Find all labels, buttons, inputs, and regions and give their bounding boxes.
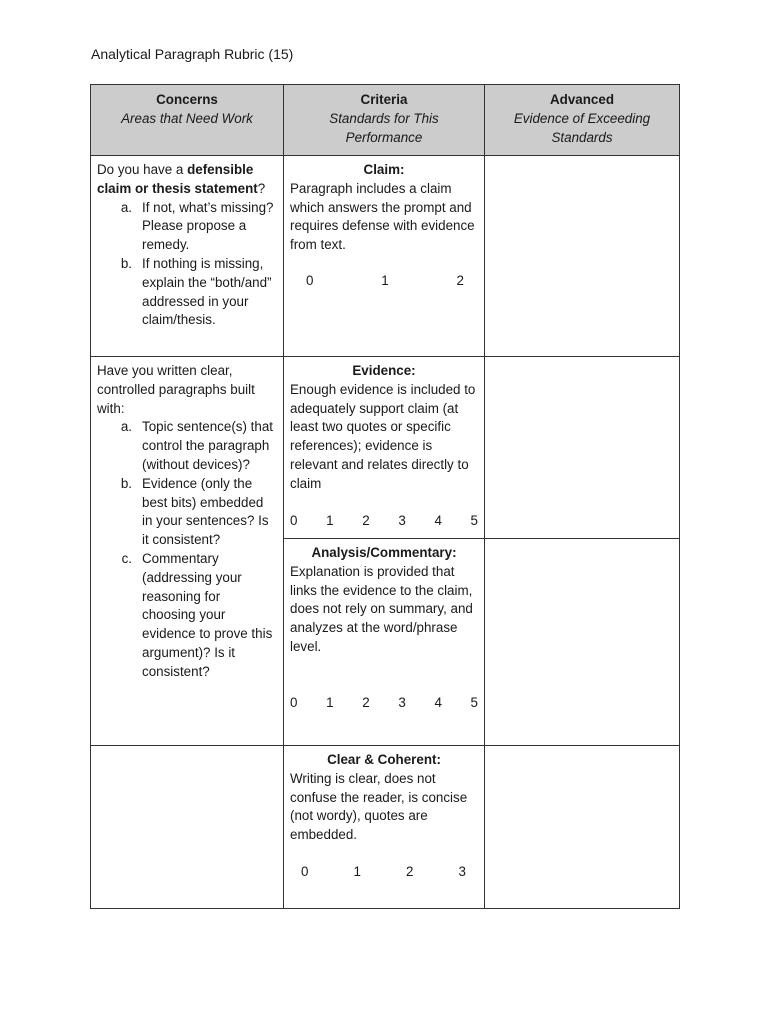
advanced-clear-cell bbox=[485, 746, 680, 909]
header-title: Criteria bbox=[360, 92, 408, 107]
concern-paragraphs-intro: Have you written clear, controlled paragraphs built with: bbox=[97, 363, 255, 416]
list-text: If not, what’s missing? Please propose a remedy. bbox=[142, 199, 274, 253]
score-option: 0 bbox=[290, 694, 298, 710]
score-scale bbox=[290, 863, 478, 882]
header-title: Concerns bbox=[156, 92, 218, 107]
criteria-description: Paragraph includes a claim which answers the prompt and requires defense with evidence from text. bbox=[290, 180, 475, 253]
list-marker: a. bbox=[120, 199, 132, 215]
list-text: Evidence (only the best bits) embedded in your sentences? Is it consistent? bbox=[142, 475, 269, 548]
question-suffix: ? bbox=[257, 180, 266, 196]
criteria-claim-cell bbox=[284, 156, 485, 357]
header-row bbox=[91, 85, 680, 156]
header-subtitle: Standards for This Performance bbox=[329, 110, 439, 145]
header-criteria bbox=[284, 85, 485, 156]
criteria-title: Analysis/Commentary: bbox=[311, 545, 457, 560]
score-option: 5 bbox=[470, 512, 478, 528]
criteria-description: Writing is clear, does not confuse the reader, is concise (not wordy), quotes are embedded. bbox=[290, 770, 468, 843]
concern-claim-list bbox=[97, 199, 277, 331]
header-subtitle: Areas that Need Work bbox=[121, 110, 253, 126]
concern-claim-cell bbox=[91, 156, 284, 357]
list-marker: b. bbox=[120, 255, 132, 271]
score-option: 2 bbox=[362, 512, 370, 528]
concern-clear-cell bbox=[91, 746, 284, 909]
criteria-title: Claim: bbox=[363, 162, 405, 177]
concern-paragraphs-cell bbox=[91, 357, 284, 746]
list-item bbox=[97, 199, 277, 255]
header-advanced bbox=[485, 85, 680, 156]
score-option: 2 bbox=[456, 272, 464, 288]
question-bold: defensible claim or thesis statement bbox=[97, 162, 258, 196]
score-option: 3 bbox=[458, 863, 466, 879]
score-option: 1 bbox=[326, 512, 334, 528]
score-option: 1 bbox=[381, 272, 389, 288]
advanced-analysis-cell bbox=[485, 539, 680, 746]
document-title: Analytical Paragraph Rubric (15) bbox=[91, 46, 294, 62]
score-option: 2 bbox=[362, 694, 370, 710]
score-option: 4 bbox=[434, 512, 442, 528]
criteria-analysis-cell bbox=[284, 539, 485, 746]
criteria-clear-cell bbox=[284, 746, 485, 909]
score-option: 2 bbox=[406, 863, 414, 879]
score-option: 0 bbox=[301, 863, 309, 879]
score-option: 0 bbox=[290, 512, 298, 528]
criteria-description: Explanation is provided that links the evidence to the claim, does not rely on summary, and analyzes at the word/phrase level. bbox=[290, 563, 473, 654]
list-item bbox=[97, 418, 277, 474]
header-concerns bbox=[91, 85, 284, 156]
advanced-claim-cell bbox=[485, 156, 680, 357]
header-subtitle: Evidence of Exceeding Standards bbox=[513, 110, 651, 145]
row-evidence bbox=[91, 357, 680, 539]
score-option: 3 bbox=[398, 512, 406, 528]
criteria-title: Clear & Coherent: bbox=[327, 752, 441, 767]
list-marker: a. bbox=[120, 419, 132, 435]
row-clear bbox=[91, 746, 680, 909]
advanced-evidence-cell bbox=[485, 357, 680, 539]
score-option: 4 bbox=[434, 694, 442, 710]
list-marker: c. bbox=[121, 550, 132, 566]
row-claim bbox=[91, 156, 680, 357]
list-item bbox=[97, 550, 277, 682]
concern-claim-question bbox=[97, 161, 277, 199]
list-text: Topic sentence(s) that control the paragraph (without devices)? bbox=[142, 419, 273, 472]
list-marker: b. bbox=[120, 475, 132, 491]
question-text: Do you have a bbox=[97, 162, 188, 177]
score-scale bbox=[290, 512, 478, 531]
score-option: 5 bbox=[470, 694, 478, 710]
list-text: Commentary (addressing your reasoning for choosing your evidence to prove this argument)? Is it consistent? bbox=[142, 550, 273, 679]
header-title: Advanced bbox=[550, 92, 614, 107]
criteria-description: Enough evidence is included to adequately support claim (at least two quotes or specific references); evidence is relevant and relates directly to claim bbox=[290, 381, 476, 491]
list-text: If nothing is missing, explain the “both/and” addressed in your claim/thesis. bbox=[142, 255, 272, 328]
score-option: 1 bbox=[353, 863, 361, 879]
score-option: 1 bbox=[326, 694, 334, 710]
score-scale bbox=[290, 694, 478, 713]
criteria-evidence-cell bbox=[284, 357, 485, 539]
list-item bbox=[97, 255, 277, 330]
score-option: 0 bbox=[306, 272, 314, 288]
concern-paragraphs-list bbox=[97, 418, 277, 681]
rubric-table bbox=[90, 84, 680, 909]
list-item bbox=[97, 475, 277, 550]
score-scale bbox=[290, 272, 478, 291]
criteria-title: Evidence: bbox=[352, 363, 416, 378]
score-option: 3 bbox=[398, 694, 406, 710]
